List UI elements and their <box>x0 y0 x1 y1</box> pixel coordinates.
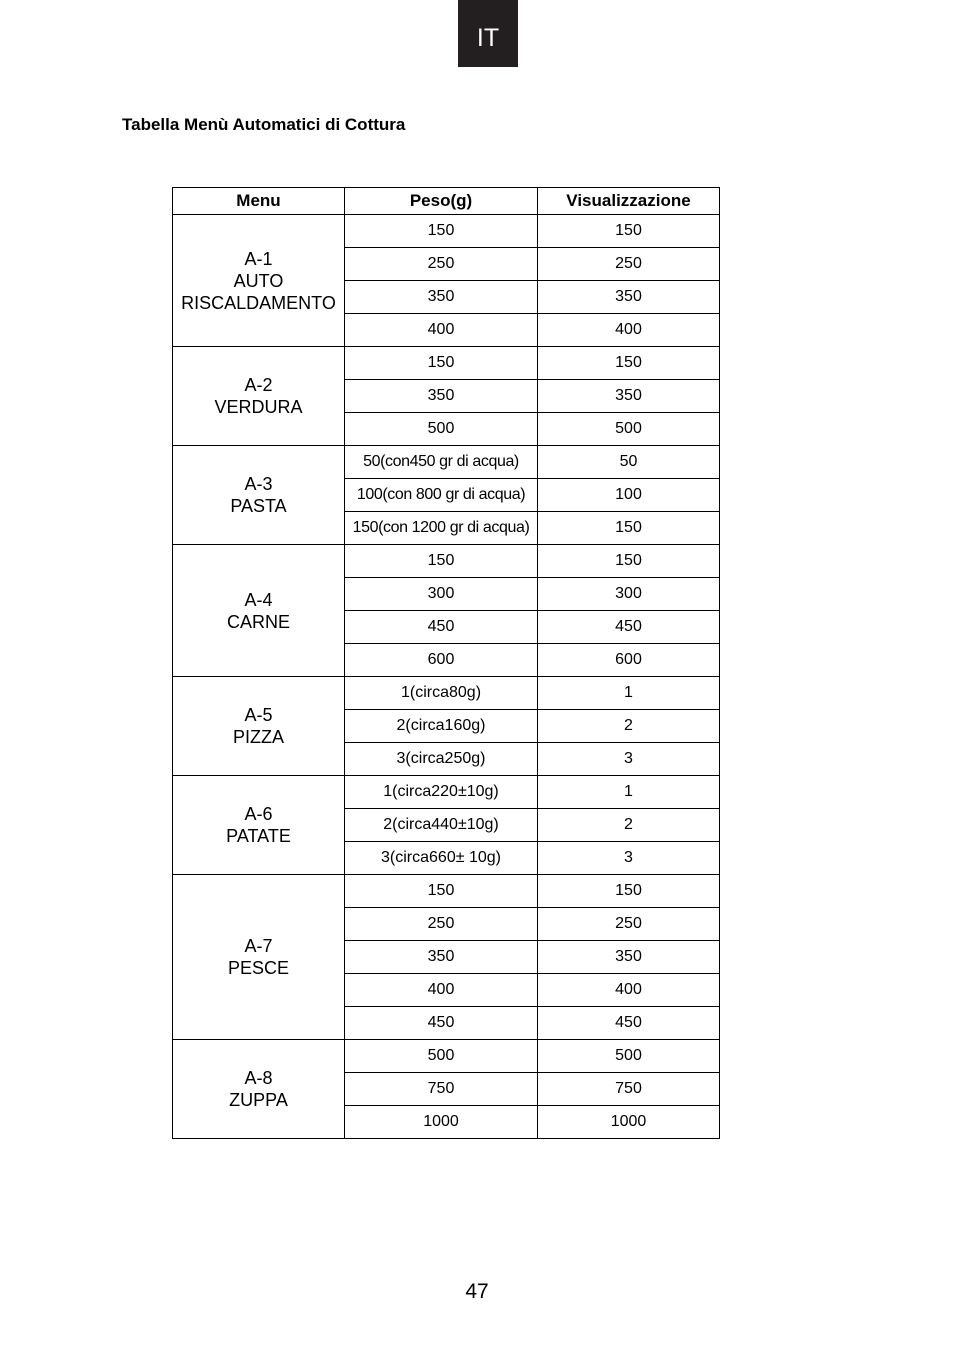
peso-cell: 150 <box>345 215 538 248</box>
menu-code: A-4 <box>244 589 273 610</box>
peso-cell: 300 <box>345 578 538 611</box>
table-row <box>173 215 720 248</box>
column-header-peso: Peso(g) <box>345 188 538 215</box>
menu-code: A-8 <box>244 1068 273 1088</box>
menu-name: RISCALDAMENTO <box>181 292 336 313</box>
display-cell: 750 <box>538 1073 720 1106</box>
display-cell: 450 <box>538 1007 720 1040</box>
display-cell: 350 <box>538 380 720 413</box>
display-cell: 1 <box>538 776 720 809</box>
table-row <box>173 1040 720 1073</box>
peso-cell: 350 <box>345 281 538 314</box>
peso-cell: 600 <box>345 644 538 677</box>
display-cell: 350 <box>538 941 720 974</box>
display-cell: 250 <box>538 248 720 281</box>
menu-cell <box>173 1040 345 1139</box>
table-body <box>173 215 720 1139</box>
peso-cell: 50(con450 gr di acqua) <box>345 446 538 479</box>
peso-cell: 1(circa220±10g) <box>345 776 538 809</box>
menu-cell <box>173 215 345 347</box>
menu-name: PASTA <box>230 496 287 516</box>
menu-cell <box>173 347 345 446</box>
menu-code: A-6 <box>244 804 273 824</box>
menu-code: A-2 <box>244 375 273 395</box>
peso-cell: 250 <box>345 908 538 941</box>
column-header-menu: Menu <box>173 188 345 215</box>
peso-cell: 350 <box>345 380 538 413</box>
peso-cell: 400 <box>345 974 538 1007</box>
menu-name: AUTO <box>233 270 284 291</box>
peso-cell: 1(circa80g) <box>345 677 538 710</box>
language-tab: IT <box>458 0 518 67</box>
display-cell: 3 <box>538 743 720 776</box>
menu-cell <box>173 776 345 875</box>
display-cell: 250 <box>538 908 720 941</box>
peso-cell: 250 <box>345 248 538 281</box>
table-row <box>173 677 720 710</box>
peso-cell: 400 <box>345 314 538 347</box>
menu-code: A-3 <box>244 474 273 494</box>
table-row <box>173 446 720 479</box>
display-cell: 450 <box>538 611 720 644</box>
table-row <box>173 875 720 908</box>
display-cell: 150 <box>538 215 720 248</box>
display-cell: 3 <box>538 842 720 875</box>
peso-cell: 500 <box>345 413 538 446</box>
peso-cell: 150 <box>345 545 538 578</box>
auto-cook-menu-table <box>172 187 720 1139</box>
display-cell: 400 <box>538 974 720 1007</box>
display-cell: 300 <box>538 578 720 611</box>
table-row <box>173 347 720 380</box>
peso-cell: 750 <box>345 1073 538 1106</box>
table-header-row <box>173 188 720 215</box>
menu-cell <box>173 875 345 1040</box>
page-number: 47 <box>465 1280 489 1303</box>
column-header-display: Visualizzazione <box>538 188 720 215</box>
peso-cell: 150(con 1200 gr di acqua) <box>345 512 538 545</box>
display-cell: 1 <box>538 677 720 710</box>
menu-name: PIZZA <box>232 727 284 747</box>
page-title: Tabella Menù Automatici di Cottura <box>122 115 406 134</box>
display-cell: 500 <box>538 413 720 446</box>
display-cell: 600 <box>538 644 720 677</box>
display-cell: 400 <box>538 314 720 347</box>
menu-name: PESCE <box>227 958 290 978</box>
display-cell: 500 <box>538 1040 720 1073</box>
peso-cell: 450 <box>345 1007 538 1040</box>
table-row <box>173 545 720 578</box>
menu-name: VERDURA <box>214 397 303 417</box>
display-cell: 2 <box>538 809 720 842</box>
peso-cell: 350 <box>345 941 538 974</box>
peso-cell: 450 <box>345 611 538 644</box>
menu-code: A-7 <box>244 936 273 956</box>
display-cell: 50 <box>538 446 720 479</box>
peso-cell: 500 <box>345 1040 538 1073</box>
menu-cell <box>173 545 345 677</box>
menu-code: A-5 <box>244 705 273 725</box>
menu-name: PATATE <box>226 826 291 846</box>
menu-name: ZUPPA <box>229 1090 288 1110</box>
display-cell: 150 <box>538 512 720 545</box>
display-cell: 150 <box>538 347 720 380</box>
display-cell: 350 <box>538 281 720 314</box>
table-row <box>173 776 720 809</box>
display-cell: 100 <box>538 479 720 512</box>
display-cell: 1000 <box>538 1106 720 1139</box>
display-cell: 2 <box>538 710 720 743</box>
peso-cell: 2(circa160g) <box>345 710 538 743</box>
display-cell: 150 <box>538 545 720 578</box>
peso-cell: 150 <box>345 347 538 380</box>
menu-cell <box>173 677 345 776</box>
peso-cell: 3(circa660± 10g) <box>345 842 538 875</box>
menu-code: A-1 <box>244 248 273 269</box>
peso-cell: 1000 <box>345 1106 538 1139</box>
peso-cell: 100(con 800 gr di acqua) <box>345 479 538 512</box>
peso-cell: 3(circa250g) <box>345 743 538 776</box>
peso-cell: 150 <box>345 875 538 908</box>
menu-name: CARNE <box>226 611 290 632</box>
display-cell: 150 <box>538 875 720 908</box>
menu-cell <box>173 446 345 545</box>
peso-cell: 2(circa440±10g) <box>345 809 538 842</box>
